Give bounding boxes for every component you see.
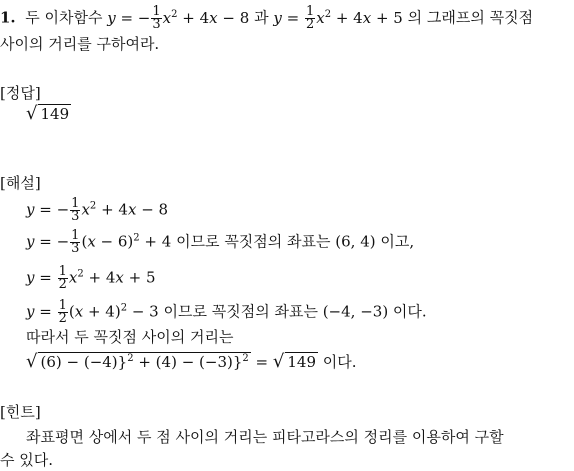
solution-eq-1: y = − $\frac{1}{3}$ $x^2 + 4x - 8$ <box>26 196 169 224</box>
equation-1: y = − $\frac{1}{3}$ $x^2 + 4x - 8$ <box>107 4 255 32</box>
hint-line-2: 수 있다. <box>0 451 54 469</box>
equation-2: y = $\frac{1}{2}$ $x^2 + 4x + 5$ <box>273 4 408 32</box>
solution-distance-eq: √ (6) − (−4)}$^2$ + (4) − (−3)}$^2$ = √ 149 이다. <box>26 351 357 372</box>
answer-label: [정답] <box>0 84 41 102</box>
hint-label: [힌트] <box>0 403 41 421</box>
problem-line-2: 사이의 거리를 구하여라. <box>0 35 160 53</box>
problem-text: 두 이차함수 <box>25 8 103 27</box>
solution-text-distance: 따라서 두 꼭짓점 사이의 거리는 <box>26 328 234 346</box>
solution-eq-3: y = $\frac{1}{2}$ $x^2 + 4x + 5$ <box>26 264 156 292</box>
solution-eq-2: y = − $\frac{1}{3}$ $(x - 6)^2 + 4$ 이므로 꼭짓점의 좌표는 (6, 4) 이고, <box>26 228 415 256</box>
problem-number: 1. <box>0 8 16 27</box>
solution-label: [해설] <box>0 174 41 192</box>
solution-eq-4: y = $\frac{1}{2}$ $(x + 4)^2 - 3$ 이므로 꼭짓점의 좌표는 (−4, −3) 이다. <box>26 298 427 326</box>
problem-line-1: 1. 두 이차함수 y = − $\frac{1}{3}$ $x^2 + 4x - 8$ 과 y = $\frac{1}{2}$ $x^2 + 4x + 5$ 의 그래프의 꼭짓점 <box>0 4 534 32</box>
hint-line-1: 좌표평면 상에서 두 점 사이의 거리는 피타고라스의 정리를 이용하여 구할 <box>26 428 504 446</box>
answer-value: √ 149 <box>26 103 70 124</box>
